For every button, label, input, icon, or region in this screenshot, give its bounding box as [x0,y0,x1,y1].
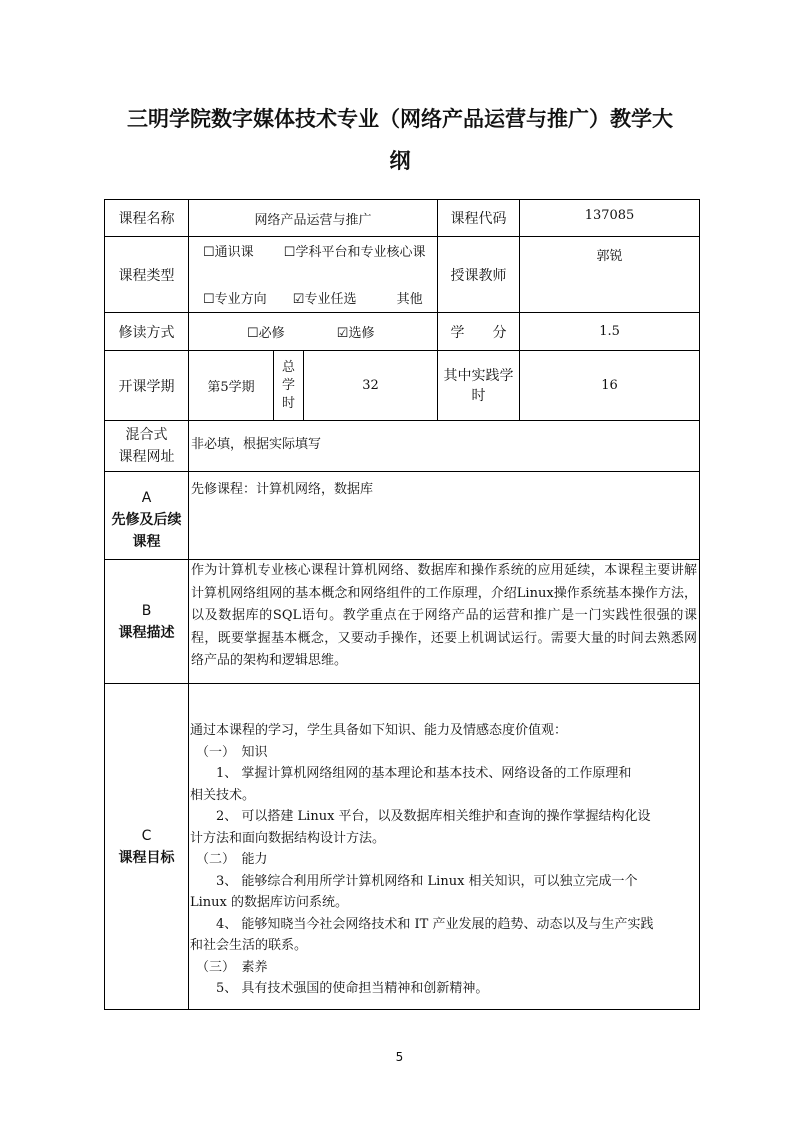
section-c-title: 课程目标 [118,849,175,866]
checkbox-major-elective[interactable]: ☑专业任选 [292,292,357,307]
goal-heading-quality: （三） 素养 [196,959,268,975]
page-number: 5 [395,1050,404,1064]
total-hours-label-char-1: 总 [281,359,295,375]
course-type-options [189,237,438,313]
course-type-label: 课程类型 [105,237,189,313]
checkbox-general[interactable]: ☐通识课 [203,245,254,260]
section-a-title-line1: 先修及后续 [111,511,182,528]
total-hours-label [274,351,304,421]
document-title [100,98,700,182]
goal-item-4: 4、 能够知晓当今社会网络技术和 IT 产业发展的趋势、动态以及与生产实践 [216,916,654,932]
goal-item-3: 3、 能够综合利用所学计算机网络和 Linux 相关知识，可以独立完成一个 [216,873,638,889]
course-name-label: 课程名称 [105,200,189,237]
goal-item-5: 5、 具有技术强国的使命担当精神和创新精神。 [216,981,489,996]
credit-value: 1.5 [520,313,700,351]
blended-label [105,421,189,472]
total-hours-label-char-3: 时 [281,395,295,411]
row-section-a [105,472,700,560]
row-study-mode [105,313,700,351]
row-semester [105,351,700,421]
course-code-value: 137085 [520,200,700,237]
section-c-letter: C [141,827,152,844]
row-section-b [105,560,700,684]
semester-label: 开课学期 [105,351,189,421]
total-hours-label-char-2: 学 [281,377,295,393]
row-blended-course [105,421,700,472]
syllabus-table [104,199,700,1010]
teacher-label: 授课教师 [438,237,520,313]
section-a-label [105,472,189,560]
blended-label-line1: 混合式 [125,427,168,443]
section-a-title-line2: 课程 [132,533,161,550]
blended-label-line2: 课程网址 [118,449,175,465]
goal-item-1: 1、 掌握计算机网络组网的基本理论和基本技术、网络设备的工作原理和 [216,766,632,781]
checkbox-discipline-core[interactable]: ☐学科平台和专业核心课 [283,245,426,260]
document-title-line2: 纲 [389,149,411,173]
section-c-content [189,684,700,1010]
goal-item-4-cont: 和社会生活的联系。 [190,938,308,953]
study-mode-label: 修读方式 [105,313,189,351]
section-a-content: 先修课程：计算机网络，数据库 [189,472,700,560]
section-b-letter: B [141,602,152,619]
goal-heading-ability: （二） 能力 [196,852,268,867]
credit-label: 学 分 [438,313,520,351]
checkbox-elective[interactable]: ☑选修 [336,326,375,341]
goal-item-3-cont: Linux 的数据库访问系统。 [190,895,348,910]
goal-item-2: 2、 可以搭建 Linux 平台，以及数据库相关维护和查询的操作掌握结构化设 [216,809,651,824]
option-other: 其他 [396,292,423,307]
goal-item-2-cont: 计方法和面向数据结构设计方法。 [190,830,386,846]
course-code-label: 课程代码 [438,200,520,237]
course-name-value: 网络产品运营与推广 [189,200,438,237]
blended-value: 非必填，根据实际填写 [189,421,700,472]
row-course-name [105,200,700,237]
study-mode-options [189,313,438,351]
row-course-type [105,237,700,313]
goal-heading-knowledge: （一） 知识 [196,744,268,760]
semester-value: 第5学期 [189,351,274,421]
section-b-label [105,560,189,684]
goal-item-1-cont: 相关技术。 [190,787,256,803]
practice-hours-value: 16 [520,351,700,421]
practice-hours-label: 其中实践学时 [438,351,520,421]
teacher-value: 郭锐 [520,237,700,313]
section-b-title: 课程描述 [118,624,175,641]
total-hours-value: 32 [304,351,438,421]
section-c-label [105,684,189,1010]
goal-intro: 通过本课程的学习，学生具备如下知识、能力及情感态度价值观： [190,723,568,738]
row-section-c [105,684,700,1010]
section-b-content: 作为计算机专业核心课程计算机网络、数据库和操作系统的应用延续，本课程主要讲解计算机网络组网的基本概念和网络组件的工作原理，介绍Linux操作系统基本操作方法，以及数据库的SQL语句。教学重点在于网络产品的运营和推广是一门实践性很强的课程，既要掌握基本概念，又要动手操作，还要上机调试运行。需要大量的时间去熟悉网络产品的架构和逻辑思维。 [189,560,700,684]
section-a-letter: A [141,489,152,506]
document-title-line1: 三明学院数字媒体技术专业（网络产品运营与推广）教学大 [127,107,673,131]
checkbox-required[interactable]: ☐必修 [247,326,285,341]
checkbox-major-direction[interactable]: ☐专业方向 [203,292,267,307]
